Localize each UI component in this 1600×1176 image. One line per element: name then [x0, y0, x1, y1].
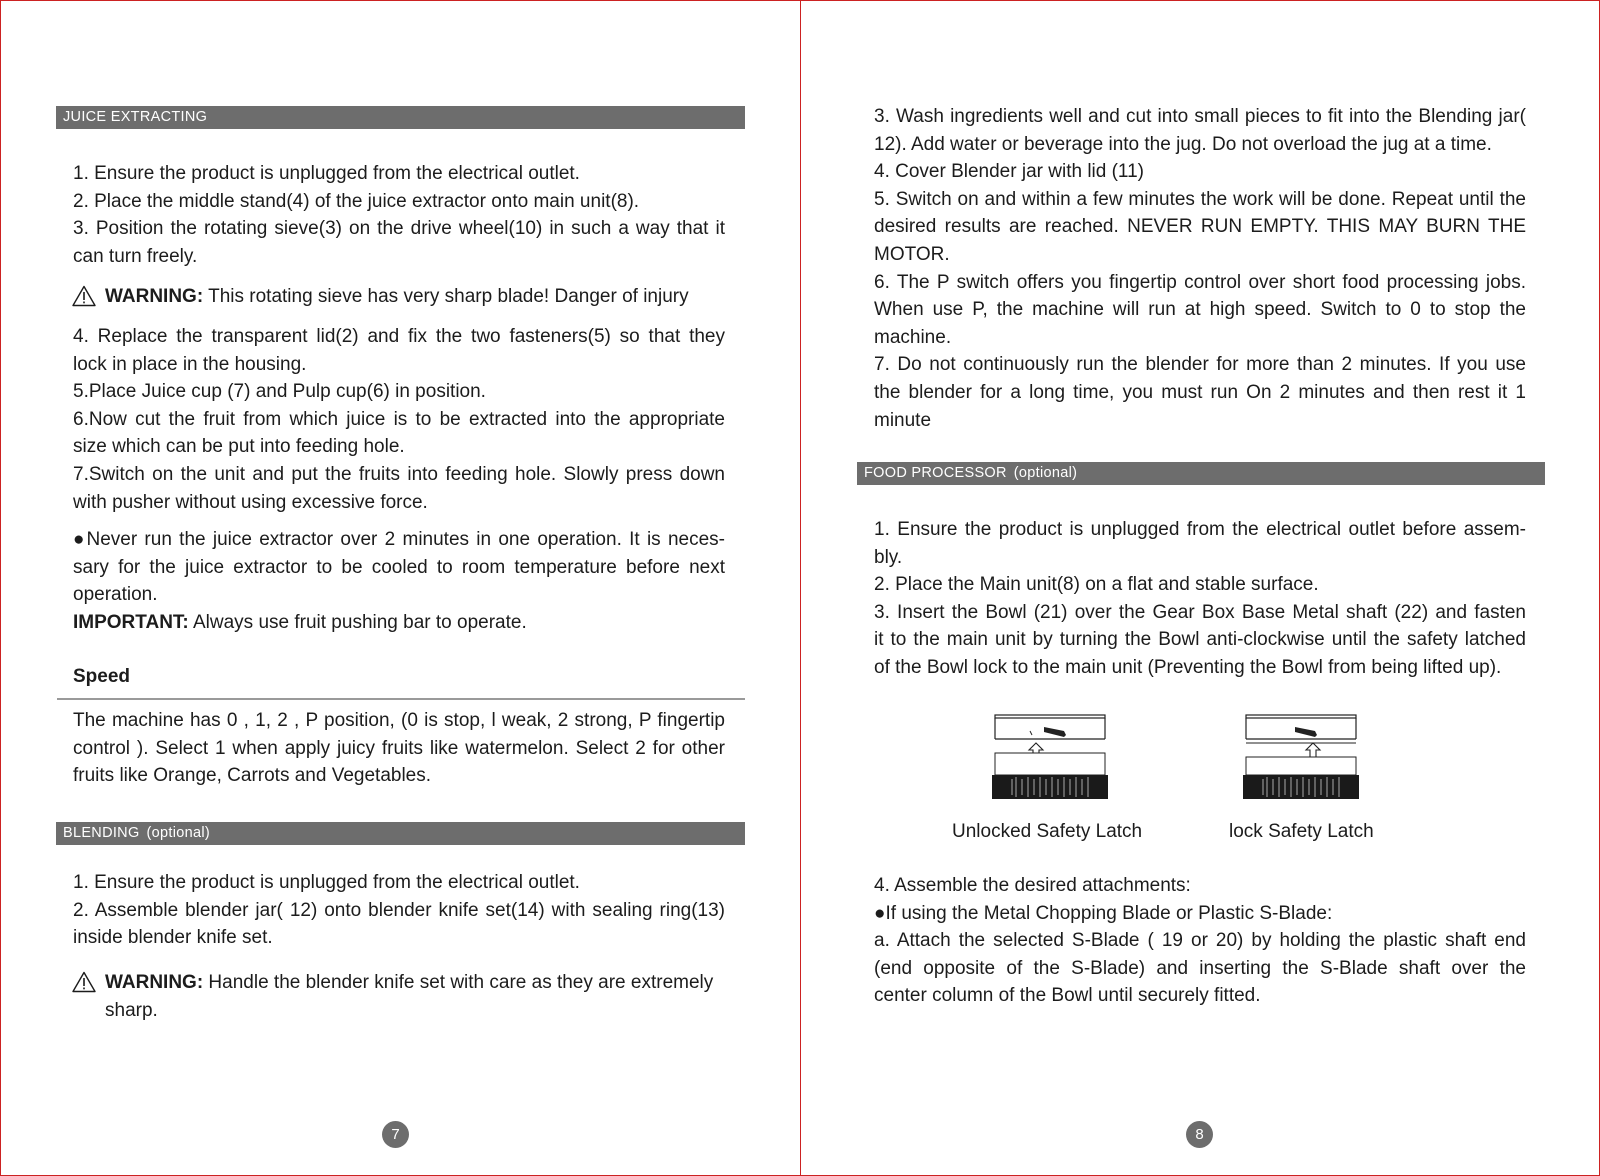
- blending-title: BLENDING: [63, 825, 140, 841]
- juice-step-5: 5.Place Juice cup (7) and Pulp cup(6) in position.: [73, 381, 486, 403]
- food-step-3-cont: it to the main unit by turning the Bowl anti-clockwise until the safety latched: [874, 629, 1526, 651]
- speed-line-3: fruits like Orange, Carrots and Vegetables.: [73, 765, 432, 787]
- juice-extracting-header: [56, 106, 745, 129]
- blending-steps: [73, 869, 725, 952]
- blending-header: [56, 822, 745, 845]
- warning-message: This rotating sieve has very sharp blade! Danger of injury: [203, 286, 689, 307]
- juice-step-4-cont: lock in place in the housing.: [73, 353, 307, 375]
- assemble-step-a: a. Attach the selected S-Blade ( 19 or 20) by holding the plastic shaft end: [874, 930, 1526, 952]
- food-step-2: 2. Place the Main unit(8) on a flat and stable surface.: [874, 574, 1319, 596]
- warning-sieve: [72, 283, 732, 311]
- assemble-steps: [874, 872, 1526, 1010]
- safety-latch-unlocked-illustration: [992, 713, 1108, 801]
- juice-step-6: 6.Now cut the fruit from which juice is to be extracted into the appropriate: [73, 408, 725, 430]
- blending-step-2-cont: inside blender knife set.: [73, 927, 273, 949]
- blending-step-2: 2. Assemble blender jar( 12) onto blender knife set(14) with sealing ring(13): [73, 899, 725, 921]
- assemble-step-4: 4. Assemble the desired attachments:: [874, 875, 1191, 896]
- blend-step-3: 3. Wash ingredients well and cut into small pieces to fit into the Blending jar(: [874, 106, 1526, 127]
- blend-step-6-end: machine.: [874, 326, 952, 348]
- blend-step-3-cont: 12). Add water or beverage into the jug. Do not overload the jug at a time.: [874, 133, 1492, 155]
- juice-step-6-cont: size which can be put into feeding hole.: [73, 436, 405, 458]
- blending-steps-cont: [874, 103, 1526, 434]
- warning-knife-text-cont: sharp.: [105, 999, 158, 1021]
- warning-triangle-icon: [72, 285, 96, 307]
- warning-message: Handle the blender knife set with care as they are extremely: [203, 972, 714, 993]
- blend-step-5-end: MOTOR.: [874, 243, 950, 265]
- juice-steps-b: [73, 323, 725, 516]
- blending-optional-label: (optional): [146, 825, 210, 841]
- food-processor-title: FOOD PROCESSOR: [864, 465, 1007, 481]
- page-number: 7: [382, 1121, 409, 1148]
- blend-step-4: 4. Cover Blender jar with lid (11): [874, 161, 1144, 183]
- warning-triangle-icon: [72, 971, 96, 993]
- food-processor-optional-label: (optional): [1013, 465, 1078, 481]
- speed-line-2: control ). Select 1 when apply juicy fruits like watermelon. Select 2 for other: [73, 737, 725, 759]
- blend-step-5-cont: desired results are reached. NEVER RUN EMPTY. THIS MAY BURN THE: [874, 216, 1526, 238]
- warning-knife: [72, 969, 732, 1025]
- juice-extracting-title: JUICE EXTRACTING: [63, 109, 208, 125]
- food-processor-steps: [874, 516, 1526, 682]
- caption-unlocked: Unlocked Safety Latch: [952, 821, 1143, 842]
- juice-step-2: 2. Place the middle stand(4) of the juice extractor onto main unit(8).: [73, 190, 640, 212]
- speed-heading: Speed: [73, 666, 131, 687]
- important-note: [73, 609, 725, 637]
- warning-knife-text: [105, 969, 713, 997]
- never-run-line-2: sary for the juice extractor to be cooled to room temperature before next: [73, 556, 725, 578]
- page-number: 8: [1186, 1121, 1213, 1148]
- never-run-note: [73, 526, 725, 636]
- never-run-line-3: operation.: [73, 584, 158, 606]
- juice-step-3-cont: can turn freely.: [73, 245, 198, 267]
- blend-step-6-cont: When use P, the machine will run at high speed. Switch to 0 to stop the: [874, 299, 1526, 321]
- juice-steps-a: [73, 160, 725, 270]
- speed-divider: [57, 698, 745, 700]
- juice-step-7-cont: with pusher without using excessive force.: [73, 491, 428, 513]
- juice-step-3: 3. Position the rotating sieve(3) on the drive wheel(10) in such a way that it: [73, 218, 725, 240]
- warning-sieve-text: [105, 283, 689, 311]
- juice-step-1: 1. Ensure the product is unplugged from the electrical outlet.: [73, 163, 580, 184]
- juice-step-4: 4. Replace the transparent lid(2) and fix the two fasteners(5) so that they: [73, 326, 725, 347]
- warning-label: WARNING:: [105, 972, 204, 993]
- warning-label: WARNING:: [105, 286, 204, 307]
- blend-step-7: 7. Do not continuously run the blender for more than 2 minutes. If you use: [874, 354, 1526, 376]
- assemble-step-a-cont: (end opposite of the S-Blade) and inserting the S-Blade shaft over the: [874, 957, 1526, 979]
- food-step-1-cont: bly.: [874, 546, 903, 568]
- food-step-3: 3. Insert the Bowl (21) over the Gear Box Base Metal shaft (22) and fasten: [874, 601, 1526, 623]
- blend-step-7-cont: the blender for a long time, you must run On 2 minutes and then rest it 1: [874, 381, 1526, 403]
- food-processor-header: [857, 462, 1545, 485]
- blend-step-5: 5. Switch on and within a few minutes the work will be done. Repeat until the: [874, 188, 1526, 210]
- important-text: Always use fruit pushing bar to operate.: [188, 611, 527, 633]
- assemble-step-a-end: center column of the Bowl until securely fitted.: [874, 985, 1261, 1007]
- right-page: [800, 0, 1600, 1176]
- never-run-line-1: ●Never run the juice extractor over 2 minutes in one operation. It is neces-: [73, 529, 725, 550]
- blend-step-7-end: minute: [874, 409, 932, 431]
- food-step-1: 1. Ensure the product is unplugged from the electrical outlet before assem-: [874, 519, 1526, 540]
- blending-step-1: 1. Ensure the product is unplugged from the electrical outlet.: [73, 872, 580, 893]
- safety-latch-locked-illustration: [1243, 713, 1359, 801]
- speed-text: [73, 707, 725, 790]
- blend-step-6: 6. The P switch offers you fingertip control over short food processing jobs.: [874, 271, 1526, 293]
- juice-step-7: 7.Switch on the unit and put the fruits into feeding hole. Slowly press down: [73, 463, 725, 485]
- caption-locked: lock Safety Latch: [1229, 821, 1374, 842]
- important-label: IMPORTANT:: [73, 611, 189, 633]
- assemble-bullet: ●If using the Metal Chopping Blade or Plastic S-Blade:: [874, 902, 1333, 924]
- speed-line-1: The machine has 0 , 1, 2 , P position, (0 is stop, l weak, 2 strong, P fingertip: [73, 710, 725, 731]
- food-step-3-end: of the Bowl lock to the main unit (Preventing the Bowl from being lifted up).: [874, 656, 1502, 678]
